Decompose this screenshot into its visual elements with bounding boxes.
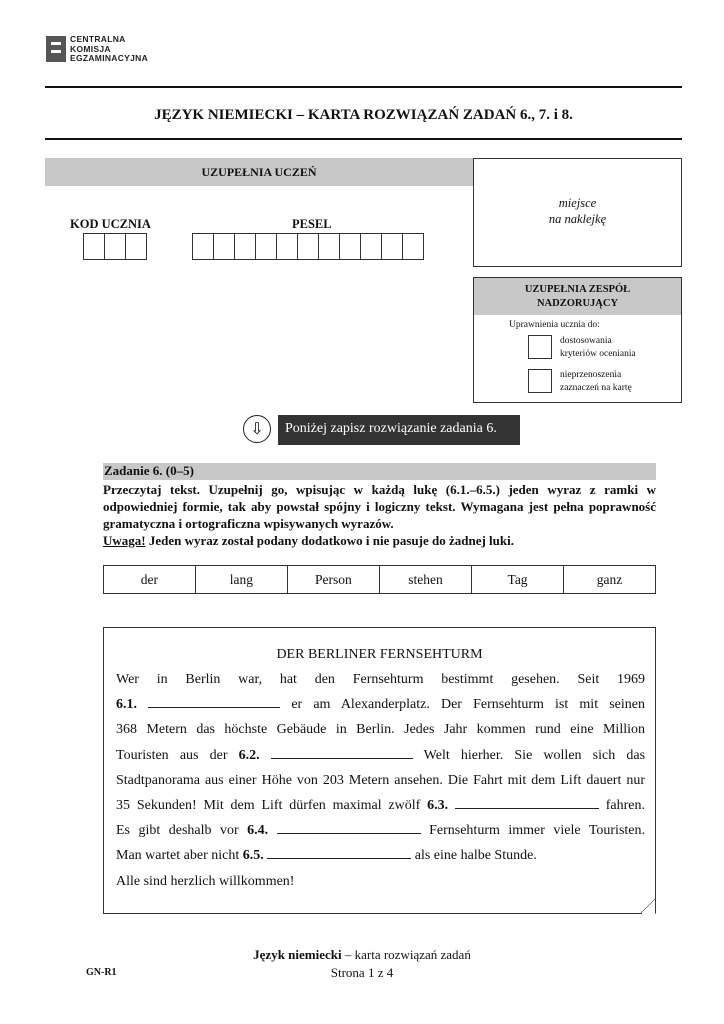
top-rule (45, 86, 682, 88)
task-title: Zadanie 6. (0–5) (104, 463, 194, 478)
word-box (103, 565, 656, 594)
down-arrow-icon: ⇩ (243, 415, 271, 443)
label-line: nieprzenoszenia (560, 370, 622, 380)
text-title: DER BERLINER FERNSEHTURM (276, 647, 483, 662)
word-cell: Tag (472, 566, 564, 594)
text-line (116, 667, 645, 692)
word-cell: Person (287, 566, 379, 594)
text-line (116, 717, 645, 742)
task-note (103, 532, 656, 549)
staff-subheading: Uprawnienia ucznia do: (509, 320, 600, 330)
pesel-digit-box[interactable] (339, 233, 361, 260)
pesel-digit-box[interactable] (402, 233, 424, 260)
cke-logo-text (70, 35, 148, 64)
pesel-digit-box[interactable] (234, 233, 256, 260)
logo-line: KOMISJA (70, 43, 111, 54)
logo-line: CENTRALNA (70, 34, 126, 44)
sticker-line: miejsce (558, 196, 597, 210)
gap-number: 6.5. (242, 848, 264, 864)
staff-heading (474, 278, 681, 311)
student-code-label: KOD UCZNIA (70, 217, 151, 231)
staff-heading-line: NADZORUJĄCY (536, 298, 619, 309)
text-line (116, 869, 645, 894)
page-fold-line (640, 898, 656, 914)
word-cell: der (104, 566, 196, 594)
code-digit-box[interactable] (104, 233, 126, 260)
pesel-digit-box[interactable] (276, 233, 298, 260)
logo-line: EGZAMINACYJNA (70, 53, 149, 63)
text-segment: Welt hierher. Sie wollen sich das (423, 747, 646, 763)
answer-gap-6-3[interactable] (455, 796, 599, 809)
sticker-area (473, 158, 682, 267)
page-title: JĘZYK NIEMIECKI – KARTA ROZWIĄZAŃ ZADAŃ 6., 7. i 8. (154, 107, 573, 123)
gap-number: 6.3. (427, 797, 449, 813)
cke-logo-icon (46, 36, 66, 62)
student-code-boxes[interactable] (83, 233, 146, 260)
code-digit-box[interactable] (125, 233, 147, 260)
pesel-digit-box[interactable] (297, 233, 319, 260)
gap-number: 6.4. (247, 823, 269, 839)
text-paragraph (116, 667, 645, 894)
footer-subject: Język niemiecki (253, 947, 342, 962)
text-line (116, 843, 645, 868)
label-line: kryteriów oceniania (560, 349, 636, 359)
adaptation-checkbox[interactable] (528, 335, 552, 359)
pesel-digit-box[interactable] (213, 233, 235, 260)
student-section-heading: UZUPEŁNIA UCZEŃ (201, 165, 317, 179)
text-line (116, 793, 645, 818)
answer-gap-6-2[interactable] (271, 746, 413, 759)
student-section-header (45, 158, 473, 186)
text-segment: Touristen aus der (116, 747, 228, 763)
pesel-boxes[interactable] (192, 233, 423, 260)
text-segment: fahren. (605, 797, 645, 813)
gap-number: 6.1. (116, 697, 137, 713)
text-segment: Es gibt deshalb vor (116, 823, 239, 839)
page-number: Strona 1 z 4 (330, 965, 394, 980)
text-segment: Alle sind herzlich willkommen! (116, 873, 295, 889)
text-segment: 368 Metern das höchste Gebäude in Berlin. Jedes Jahr kommen rund eine Million (116, 722, 645, 738)
answer-gap-6-5[interactable] (267, 846, 411, 859)
staff-section (473, 277, 682, 403)
answer-gap-6-4[interactable] (277, 821, 421, 834)
pesel-digit-box[interactable] (360, 233, 382, 260)
note-label: Uwaga! (103, 533, 146, 548)
text-line (116, 768, 645, 793)
text-segment: er am Alexanderplatz. Der Fernsehturm ist mit seinen (291, 697, 646, 713)
pesel-digit-box[interactable] (192, 233, 214, 260)
text-segment: als eine halbe Stunde. (414, 848, 537, 864)
text-segment: 35 Sekunden! Mit dem Lift dürfen maximal zwölf (116, 797, 421, 813)
footer-title (0, 947, 724, 963)
staff-heading-line: UZUPEŁNIA ZESPÓŁ (524, 284, 631, 295)
pesel-digit-box[interactable] (381, 233, 403, 260)
text-line (116, 743, 645, 768)
answer-gap-6-1[interactable] (148, 695, 280, 708)
text-line (116, 692, 645, 717)
text-segment: Stadtpanorama aus einer Höhe von 203 Metern ansehen. Die Fahrt mit dem Lift dauert nur (116, 772, 645, 788)
note-text: Jeden wyraz został podany dodatkowo i nie pasuje do żadnej luki. (145, 533, 514, 548)
text-segment: Wer in Berlin war, hat den Fernsehturm bestimmt gesehen. Seit 1969 (116, 672, 645, 687)
task-instructions (103, 481, 656, 549)
sticker-label (474, 195, 681, 227)
label-line: dostosowania (560, 336, 612, 346)
footer-rest: – karta rozwiązań zadań (341, 947, 471, 962)
label-line: zaznaczeń na kartę (560, 383, 632, 393)
text-frame (103, 627, 656, 914)
adaptation-label (560, 335, 636, 361)
no-transfer-checkbox[interactable] (528, 369, 552, 393)
pesel-digit-box[interactable] (255, 233, 277, 260)
staff-section-header (474, 278, 681, 315)
code-digit-box[interactable] (83, 233, 105, 260)
instruction-text: Poniżej zapisz rozwiązanie zadania 6. (285, 421, 497, 436)
task-body-text: Przeczytaj tekst. Uzupełnij go, wpisując w każdą lukę (6.1.–6.5.) jeden wyraz z ramki w odpowiedniej formie, tak aby powstał spójny i logiczny tekst. Wymagana jest pełna poprawność gramatyczna i ortograficzna wpisywanych wyrazów. (103, 482, 656, 531)
text-line (116, 818, 645, 843)
text-segment: Fernsehturm immer viele Touristen. (429, 823, 645, 839)
pesel-label: PESEL (292, 217, 332, 231)
pesel-digit-box[interactable] (318, 233, 340, 260)
exam-code: GN-R1 (86, 967, 117, 978)
word-cell: lang (195, 566, 287, 594)
sticker-line: na naklejkę (548, 212, 607, 226)
word-cell: ganz (564, 566, 656, 594)
no-transfer-label (560, 369, 632, 395)
title-rule (45, 138, 682, 140)
text-segment: Man wartet aber nicht (116, 848, 240, 864)
word-cell: stehen (379, 566, 471, 594)
instruction-banner (278, 415, 520, 445)
gap-number: 6.2. (238, 747, 260, 763)
